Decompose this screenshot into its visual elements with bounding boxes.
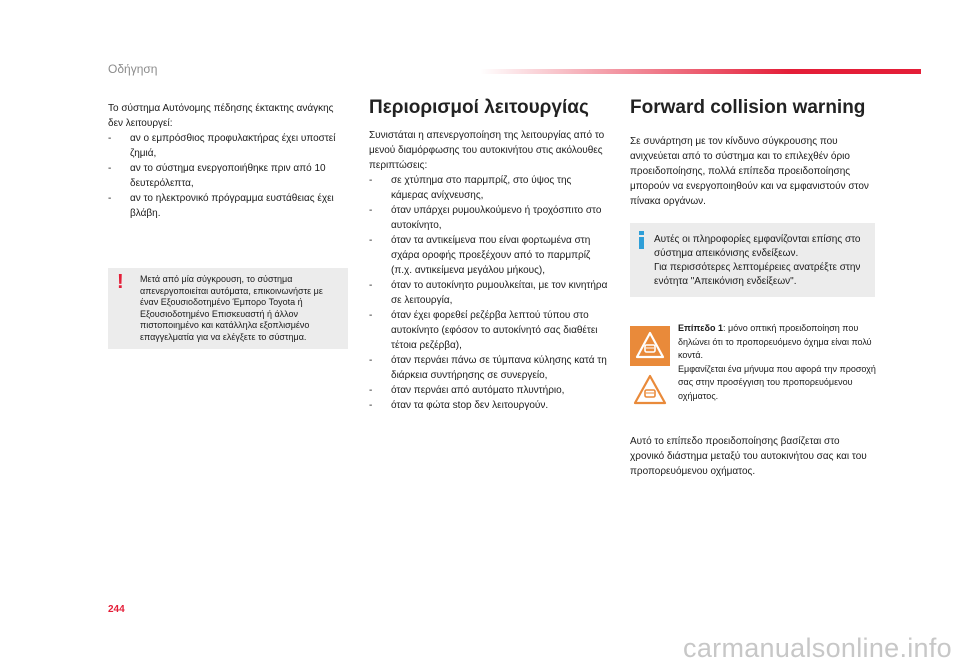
warning-level-text-1: : μόνο οπτική προειδοποίηση που δηλώνει ότι το προπορευόμενο όχημα είναι πολύ κοντά. — [678, 323, 872, 360]
list-item: - αν το σύστημα ενεργοποιήθηκε πριν από 10 δευτερόλεπτα, — [108, 161, 348, 191]
collision-warning-icon — [630, 326, 670, 366]
list-item: - όταν έχει φορεθεί ρεζέρβα λεπτού τύπου στο αυτοκίνητο (εφόσον το αυτοκίνητό σας διαθέτει τέτοια ρεζέρβα), — [369, 308, 609, 353]
list-item: - όταν το αυτοκίνητο ρυμουλκείται, με τον κινητήρα σε λειτουργία, — [369, 278, 609, 308]
warning-level-label: Επίπεδο 1 — [678, 323, 724, 333]
info-notice-line-2: Για περισσότερες λεπτομέρειες ανατρέξτε στην ενότητα "Απεικόνιση ενδείξεων". — [654, 262, 861, 287]
warning-level-text-2: Εμφανίζεται ένα μήνυμα που αφορά την προσοχή σας στην προσέγγιση του προπορευόμενου οχήματος. — [678, 363, 876, 401]
info-notice-line-1: Αυτές οι πληροφορίες εμφανίζονται επίσης στο σύστημα απεικόνισης ενδείξεων. — [654, 234, 861, 259]
collision-warning-outline-icon — [630, 370, 670, 410]
list-item: - σε χτύπημα στο παρμπρίζ, στο ύψος της κάμερας ανίχνευσης, — [369, 173, 609, 203]
warning-level-1 — [630, 322, 875, 412]
column-2 — [369, 97, 609, 413]
list-item: - όταν τα φώτα stop δεν λειτουργούν. — [369, 398, 609, 413]
list-item: - όταν υπάρχει ρυμουλκούμενο ή τροχόσπιτο στο αυτοκίνητο, — [369, 203, 609, 233]
list-item: - όταν περνάει πάνω σε τύμπανα κύλησης κατά τη διάρκεια συντήρησης σε συνεργείο, — [369, 353, 609, 383]
col1-list — [108, 131, 348, 221]
col2-intro: Συνιστάται η απενεργοποίηση της λειτουργίας από το μενού διαμόρφωσης του αυτοκινήτου στις ακόλουθες περιπτώσεις: — [369, 130, 605, 171]
header-divider — [480, 69, 921, 74]
column-3 — [630, 97, 876, 479]
info-notice — [630, 223, 875, 297]
operating-limits-title: Περιορισμοί λειτουργίας — [369, 97, 589, 118]
list-item: - όταν τα αντικείμενα που είναι φορτωμένα στη σχάρα οροφής προεξέχουν από το παρμπρίζ (π.χ. αντικείμενα μεγάλου μήκους), — [369, 233, 609, 278]
col3-tail: Αυτό το επίπεδο προειδοποίησης βασίζεται στο χρονικό διάστημα μεταξύ του αυτοκινήτου σας και του προπορευόμενου οχήματος. — [630, 436, 867, 477]
warning-level-1-description — [678, 322, 878, 403]
list-item: - όταν περνάει από αυτόματο πλυντήριο, — [369, 383, 609, 398]
page-number: 244 — [108, 604, 125, 615]
watermark: carmanualsonline.info — [683, 633, 952, 663]
column-1 — [108, 101, 348, 349]
info-icon — [637, 231, 646, 249]
list-item: - αν ο εμπρόσθιος προφυλακτήρας έχει υποστεί ζημιά, — [108, 131, 348, 161]
warning-notice-text: Μετά από μία σύγκρουση, το σύστημα απενεργοποιείται αυτόματα, επικοινωνήστε με έναν Εξουσιοδοτημένο Έμπορο Toyota ή Εξουσιοδοτημένο Επισκευαστή ή άλλον πιστοποιημένο και κατάλληλα εξοπλισμένο επαγγελματία για να ελέγξετε το σύστημα. — [140, 274, 323, 342]
col3-intro: Σε συνάρτηση με τον κίνδυνο σύγκρουσης που ανιχνεύεται από το σύστημα και το επιλεχθέν όριο προειδοποίησης, πολλά επίπεδα προειδοποίησης μπορούν να ενεργοποιηθούν και να εμφανιστούν στον πίνακα οργάνων. — [630, 136, 869, 207]
exclamation-icon: ! — [117, 271, 124, 293]
list-item: - αν το ηλεκτρονικό πρόγραμμα ευστάθειας έχει βλάβη. — [108, 191, 348, 221]
col2-list — [369, 173, 609, 413]
forward-collision-title: Forward collision warning — [630, 97, 866, 118]
col1-intro: Το σύστημα Αυτόνομης πέδησης έκτακτης ανάγκης δεν λειτουργεί: — [108, 103, 334, 129]
warning-notice — [108, 268, 348, 349]
section-label: Οδήγηση — [108, 62, 158, 76]
